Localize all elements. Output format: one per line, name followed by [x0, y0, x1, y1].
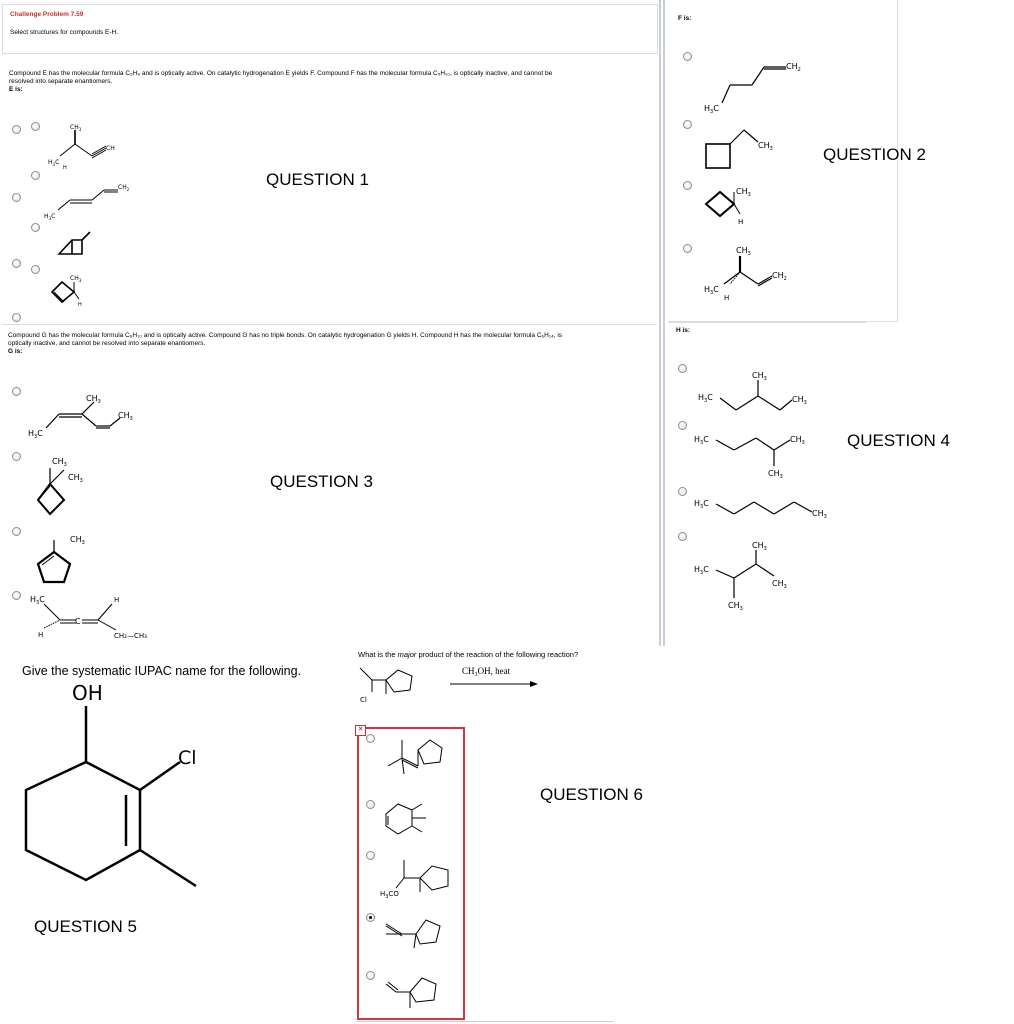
h-option-radio-1[interactable]: [678, 364, 687, 373]
svg-text:H3C: $H_3C$: [44, 213, 56, 221]
q6-bottom-divider: [357, 1021, 613, 1022]
svg-text:CH3: $CH_3$: [52, 457, 67, 468]
svg-text:CH3: $CH_3$: [790, 435, 805, 446]
e-prompt-line-2: resolved into separate enantiomers.: [9, 78, 113, 85]
q6-option-radio-1[interactable]: [366, 734, 375, 743]
q6-option-radio-4-selected[interactable]: [366, 913, 375, 922]
e-option-radio-2[interactable]: [31, 171, 40, 180]
q6-option-1-structure: [380, 736, 460, 786]
svg-text:H: H: [114, 596, 120, 604]
svg-text:CH3: $CH_3$: [70, 124, 82, 132]
svg-text:CH3: $CH_3$: [736, 246, 751, 257]
svg-text:CH3: $CH_3$: [70, 535, 85, 546]
svg-text:CH3: $CH_3$: [728, 601, 743, 612]
svg-text:CH2: $CH_2$: [118, 184, 130, 192]
g-option-radio-3[interactable]: [12, 527, 21, 536]
q6-option-radio-5[interactable]: [366, 971, 375, 980]
svg-text:CH2: $CH_2$: [786, 62, 801, 73]
svg-text:H3C: $H_3C$: [698, 393, 713, 404]
e-prompt-line-1: Compound E has the molecular formula C₅H₈ and is optically active. On catalytic hydrogenation E yields F. Compound F has the molecular formula C₅H₁₀, is optically inactive, and cannot be: [9, 70, 553, 77]
g-structure-3: [30, 532, 100, 592]
svg-text:H: H: [724, 294, 730, 302]
h-is-label: H is:: [676, 327, 691, 334]
q6-prompt: What is the major product of the reaction of the following reaction?: [358, 650, 579, 659]
svg-text:H3C: $H_3C$: [704, 104, 719, 115]
svg-text:H3C: $H_3C$: [694, 435, 709, 446]
svg-text:H3C: $H_3C$: [30, 595, 45, 606]
svg-text:CH3: $CH_3$: [772, 579, 787, 590]
ch-label: CH: [106, 145, 115, 152]
e-option-radio-outer-4[interactable]: [12, 313, 21, 322]
h-structure-4: [694, 536, 834, 616]
question-4-label: QUESTION 4: [847, 431, 950, 450]
question-1-label: QUESTION 1: [266, 170, 369, 189]
g-structure-1: [24, 390, 164, 450]
q5-cl-label: Cl: [178, 747, 197, 769]
q6-reactant: [352, 662, 442, 712]
f-structure-1: [700, 55, 820, 115]
q6-option-5-structure: [380, 970, 460, 1020]
svg-text:H3C: $H_3C$: [694, 565, 709, 576]
f-structure-3: [700, 182, 780, 242]
e-option-radio-4[interactable]: [31, 265, 40, 274]
e-structure-3: [56, 228, 96, 258]
q5-prompt: Give the systematic IUPAC name for the following.: [22, 664, 302, 678]
svg-text:CH3: $CH_3$: [736, 187, 751, 198]
e-option-radio-outer-1[interactable]: [12, 125, 21, 134]
h-structure-2: [694, 428, 834, 484]
svg-text:H: H: [63, 165, 67, 171]
f-structure-4: [700, 244, 810, 304]
g-is-label: G is:: [8, 348, 23, 355]
h-option-radio-2[interactable]: [678, 421, 687, 430]
e-structure-2: [40, 178, 140, 221]
question-e-panel: [2, 4, 658, 54]
q6-option-radio-2[interactable]: [366, 800, 375, 809]
e-option-radio-3[interactable]: [31, 223, 40, 232]
q5-oh-label: OH: [72, 681, 103, 705]
svg-text:CH₂—CH₃: CH₂—CH₃: [114, 632, 147, 640]
h-option-radio-4[interactable]: [678, 532, 687, 541]
svg-text:CH3: $CH_3$: [758, 141, 773, 152]
q6-arrow: [450, 679, 540, 689]
svg-text:Cl: Cl: [360, 696, 367, 704]
problem-instruction: Select structures for compounds E-H.: [10, 29, 119, 36]
q5-structure: [20, 680, 250, 900]
svg-text:CH3: $CH_3$: [118, 411, 133, 422]
q6-option-3-structure: [376, 852, 466, 912]
svg-text:CH3: $CH_3$: [86, 394, 101, 405]
e-is-label: E is:: [9, 86, 23, 93]
g-structure-4: [24, 592, 184, 642]
f-option-radio-3[interactable]: [683, 181, 692, 190]
svg-text:H: H: [38, 631, 44, 639]
q6-option-radio-3[interactable]: [366, 851, 375, 860]
svg-text:CH3: $CH_3$: [752, 371, 767, 382]
h-option-radio-3[interactable]: [678, 487, 687, 496]
column-divider: [659, 0, 661, 646]
g-prompt-line-1: Compound G has the molecular formula C₆H₁₀ and is optically active. Compound G has no triple bonds. On catalytic hydrogenation G yields H. Compound H has the molecular formula C₆H₁₄, is: [8, 332, 563, 339]
svg-text:H3C: $H_3C$: [28, 429, 43, 440]
svg-text:H: H: [738, 218, 744, 226]
svg-text:CH3: $CH_3$: [812, 509, 827, 520]
f-option-radio-2[interactable]: [683, 120, 692, 129]
svg-text:H3C: $H_3C$: [694, 499, 709, 510]
question-2-label: QUESTION 2: [823, 145, 926, 164]
e-structure-1: [40, 126, 120, 176]
svg-text:H3H₃COCO: $H_3CO$: [380, 890, 399, 900]
svg-text:CH3: $CH_3$: [70, 275, 82, 283]
question-3-label: QUESTION 3: [270, 472, 373, 491]
problem-title: Challenge Problem 7.59: [10, 11, 84, 18]
q6-option-2-structure: [380, 798, 460, 848]
question-6-label: QUESTION 6: [540, 785, 643, 804]
svg-text:H3C: $H_3C$: [704, 285, 719, 296]
g-divider: [2, 324, 657, 325]
g-option-radio-1[interactable]: [12, 387, 21, 396]
e-option-radio-1[interactable]: [31, 122, 40, 131]
h-structure-3: [694, 490, 844, 530]
svg-text:CH3: $CH_3$: [768, 469, 783, 480]
g-structure-2: [30, 456, 100, 516]
column-divider-2: [663, 0, 665, 646]
f-is-label: F is:: [678, 15, 692, 22]
svg-text:CH3: $CH_3$: [792, 395, 807, 406]
h-structure-1: [696, 368, 836, 418]
q6-reagent: CH₃OH, heat: [462, 666, 511, 676]
ch3-label: CH: [70, 124, 79, 131]
f-option-radio-4[interactable]: [683, 244, 692, 253]
wrong-mark-icon: ×: [355, 725, 366, 736]
e-option-radio-outer-3[interactable]: [12, 259, 21, 268]
f-structure-2: [700, 122, 800, 172]
e-option-radio-outer-2[interactable]: [12, 193, 21, 202]
svg-text:CH3: $CH_3$: [752, 541, 767, 552]
svg-text:CH2: $CH_2$: [772, 271, 787, 282]
f-option-radio-1[interactable]: [683, 52, 692, 61]
svg-text:H: H: [78, 302, 82, 308]
question-5-label: QUESTION 5: [34, 917, 137, 936]
e-structure-4: [46, 272, 106, 312]
svg-text:H3C: $H_3C$: [48, 159, 60, 167]
g-option-radio-4[interactable]: [12, 591, 21, 600]
g-option-radio-2[interactable]: [12, 452, 21, 461]
svg-text:CH3: $CH_3$: [68, 473, 83, 484]
svg-text:C: C: [75, 617, 81, 626]
q6-option-4-structure: [380, 912, 460, 962]
g-prompt-line-2: optically inactive, and cannot be resolved into separate enantiomers.: [8, 340, 206, 347]
